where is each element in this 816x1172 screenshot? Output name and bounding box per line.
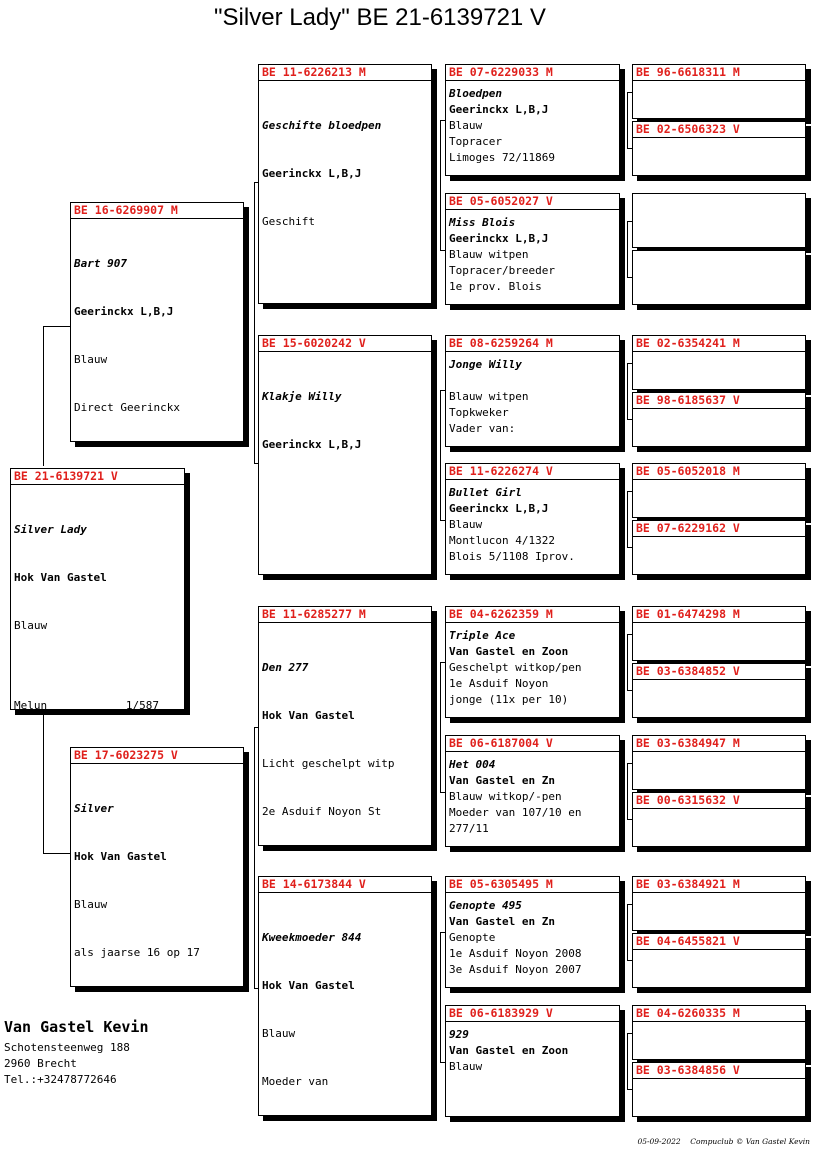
ring-number: [633, 194, 805, 209]
pigeon-name: Den 277: [262, 661, 309, 674]
pigeon-name: Het 004: [449, 758, 496, 771]
pigeon-card-gen3: [258, 64, 432, 304]
pigeon-name: [636, 572, 802, 575]
pigeon-card-gen3: [258, 876, 432, 1116]
connector-line: [627, 1033, 632, 1034]
connector-line: [440, 390, 445, 391]
connector-line: [627, 363, 632, 364]
pigeon-name: Silver: [74, 802, 114, 815]
connector-line: [627, 763, 632, 764]
pigeon-card-gen5: [632, 735, 806, 790]
pigeon-card-gen5: [632, 663, 806, 718]
breeder-street: Schotensteenweg 188: [4, 1041, 130, 1054]
pigeon-info: Blauw: [449, 1060, 483, 1073]
pigeon-owner: [449, 373, 616, 389]
connector-line: [627, 491, 632, 492]
pigeon-name: [636, 787, 802, 790]
pigeon-owner: Geerinckx L,B,J: [74, 305, 174, 318]
ring-number: BE 06-6183929 V: [446, 1006, 619, 1022]
ring-number: BE 08-6259264 M: [446, 336, 619, 352]
pigeon-info: Topracer/breeder: [449, 264, 555, 277]
connector-line: [440, 932, 441, 1062]
connector-line: [440, 390, 441, 520]
pigeon-info: Direct Geerinckx: [74, 401, 180, 414]
breeder-name: Van Gastel Kevin: [4, 1018, 149, 1036]
pigeon-card-gen5: [632, 335, 806, 390]
pigeon-info: Geschelpt witkop/pen: [449, 661, 582, 674]
pigeon-name: [636, 928, 802, 931]
pigeon-info: Moeder van: [262, 1075, 329, 1088]
pigeon-name: Bullet Girl: [449, 486, 522, 499]
ring-number: BE 07-6229033 M: [446, 65, 619, 81]
pigeon-card-gen5: [632, 933, 806, 988]
pigeon-info: 1e Asduif Noyon 2008: [449, 947, 582, 960]
pigeon-name: [636, 715, 802, 718]
results-list: [14, 666, 181, 710]
pigeon-name: [636, 844, 802, 847]
pigeon-info: Limoges 72/11869: [449, 151, 555, 164]
pigeon-card-gen4: [445, 735, 620, 847]
breeder-info: [4, 1018, 149, 1088]
pigeon-card-gen4: [445, 876, 620, 988]
pigeon-card-gen3: [258, 606, 432, 846]
pigeon-name: [636, 985, 802, 988]
connector-line: [43, 326, 71, 327]
connector-line: [627, 819, 632, 820]
connector-line: [440, 120, 441, 250]
pigeon-owner: Geerinckx L,B,J: [262, 438, 362, 451]
pigeon-card-gen4: [445, 64, 620, 176]
connector-line: [440, 792, 445, 793]
connector-line: [254, 182, 255, 464]
footer-credit: [637, 1137, 810, 1146]
connector-line: [627, 634, 628, 690]
pigeon-card-gen5: [632, 792, 806, 847]
pigeon-name: [636, 244, 802, 248]
pigeon-card-sire: [70, 202, 244, 442]
ring-number: BE 05-6052027 V: [446, 194, 619, 210]
pigeon-info: Vader van:: [449, 422, 516, 435]
ring-number: BE 03-6384921 M: [633, 877, 805, 893]
ring-number: BE 05-6052018 M: [633, 464, 805, 480]
pigeon-name: Bart 907: [74, 257, 127, 270]
pigeon-card-gen5: [632, 1062, 806, 1117]
pigeon-owner: Van Gastel en Zoon: [449, 645, 569, 658]
ring-number: BE 21-6139721 V: [11, 469, 184, 485]
pigeon-name: [636, 116, 802, 119]
ring-number: BE 11-6226274 V: [446, 464, 619, 480]
ring-number: BE 00-6315632 V: [633, 793, 805, 809]
pigeon-card-gen5: [632, 1005, 806, 1060]
connector-line: [43, 326, 44, 466]
pigeon-color: Blauw: [14, 619, 48, 632]
ring-number: BE 16-6269907 M: [71, 203, 243, 219]
pigeon-info: als jaarse 16 op 17: [74, 946, 200, 959]
pigeon-name: Geschifte bloedpen: [262, 119, 382, 132]
pigeon-card-gen5: [632, 520, 806, 575]
breeder-city: 2960 Brecht: [4, 1057, 77, 1070]
connector-line: [627, 763, 628, 819]
ring-number: BE 02-6506323 V: [633, 122, 805, 138]
connector-line: [627, 634, 632, 635]
pigeon-info: Blois 5/1108 Iprov.: [449, 550, 575, 563]
ring-number: BE 96-6618311 M: [633, 65, 805, 81]
ring-number: BE 03-6384856 V: [633, 1063, 805, 1079]
connector-line: [627, 904, 628, 960]
pigeon-card-gen4: [445, 335, 620, 447]
pigeon-info: Blauw: [74, 353, 108, 366]
pigeon-info: 1e Asduif Noyon: [449, 677, 549, 690]
connector-line: [627, 1089, 632, 1090]
ring-number: BE 04-6455821 V: [633, 934, 805, 950]
ring-number: BE 17-6023275 V: [71, 748, 243, 764]
credit-text: Compuclub © Van Gastel Kevin: [690, 1137, 810, 1146]
pigeon-name: [636, 515, 802, 518]
connector-line: [627, 690, 632, 691]
pigeon-card-gen5: [632, 121, 806, 176]
ring-number: BE 04-6260335 M: [633, 1006, 805, 1022]
pigeon-owner: Hok Van Gastel: [74, 850, 167, 863]
pigeon-info: Montlucon 4/1322: [449, 534, 555, 547]
pigeon-info: Blauw: [449, 518, 483, 531]
pigeon-card-gen5: [632, 250, 806, 305]
pigeon-info: Blauw: [74, 898, 108, 911]
pigeon-card-gen5: [632, 606, 806, 661]
ring-number: BE 03-6384852 V: [633, 664, 805, 680]
pigeon-name: Jonge Willy: [449, 358, 522, 371]
pigeon-name: Triple Ace: [449, 629, 516, 642]
pigeon-card-gen4: [445, 463, 620, 575]
connector-line: [627, 904, 632, 905]
connector-line: [440, 932, 445, 933]
pigeon-name: [636, 301, 802, 305]
ring-number: BE 01-6474298 M: [633, 607, 805, 623]
ring-number: BE 05-6305495 M: [446, 877, 619, 893]
result-row: Melun 1/587: [14, 699, 159, 710]
connector-line: [627, 1033, 628, 1089]
ring-number: BE 11-6226213 M: [259, 65, 431, 81]
pigeon-owner: Geerinckx L,B,J: [262, 167, 362, 180]
pigeon-card-gen5: [632, 64, 806, 119]
pigeon-name: [636, 1114, 802, 1117]
ring-number: BE 06-6187004 V: [446, 736, 619, 752]
pigeon-info: Blauw witkop/-pen: [449, 790, 562, 803]
connector-line: [627, 547, 632, 548]
pigeon-name: Klakje Willy: [262, 390, 342, 403]
pigeon-name: Genopte 495: [449, 899, 522, 912]
pigeon-card-gen5: [632, 876, 806, 931]
pigeon-name: [636, 173, 802, 176]
pigeon-info: Topracer: [449, 135, 502, 148]
connector-line: [627, 277, 632, 278]
pigeon-owner: Hok Van Gastel: [262, 709, 355, 722]
ring-number: [633, 251, 805, 266]
pigeon-name: [636, 1057, 802, 1060]
ring-number: BE 02-6354241 M: [633, 336, 805, 352]
pigeon-info: Blauw witpen: [449, 248, 529, 261]
ring-number: BE 03-6384947 M: [633, 736, 805, 752]
pigeon-owner: Hok Van Gastel: [262, 979, 355, 992]
connector-line: [440, 1062, 445, 1063]
pigeon-card-subject: [10, 468, 185, 710]
pigeon-name: Bloedpen: [449, 87, 502, 100]
pigeon-info: 2e Asduif Noyon St: [262, 805, 382, 818]
ring-number: BE 98-6185637 V: [633, 393, 805, 409]
pigeon-info: Topkweker: [449, 406, 509, 419]
pigeon-owner: Geerinckx L,B,J: [449, 232, 549, 245]
pigeon-info: Licht geschelpt witp: [262, 757, 395, 770]
pigeon-name: [636, 658, 802, 661]
print-date: 05-09-2022: [637, 1137, 681, 1146]
connector-line: [440, 520, 445, 521]
connector-line: [627, 148, 632, 149]
pigeon-info: Blauw: [262, 1027, 296, 1040]
pigeon-card-gen4: [445, 1005, 620, 1117]
pigeon-info: Moeder van 107/10 en: [449, 806, 582, 819]
pigeon-card-gen5: [632, 463, 806, 518]
pigeon-card-gen5: [632, 193, 806, 248]
connector-line: [440, 120, 445, 121]
pigeon-owner: Geerinckx L,B,J: [449, 103, 549, 116]
pigeon-owner: Van Gastel en Zoon: [449, 1044, 569, 1057]
pigeon-info: 3e Asduif Noyon 2007: [449, 963, 582, 976]
connector-line: [627, 363, 628, 419]
pigeon-info: Genopte: [449, 931, 496, 944]
connector-line: [627, 92, 628, 148]
ring-number: BE 15-6020242 V: [259, 336, 431, 352]
pigeon-owner: Hok Van Gastel: [14, 571, 107, 584]
connector-line: [627, 960, 632, 961]
pigeon-card-dam: [70, 747, 244, 987]
connector-line: [440, 662, 441, 792]
ring-number: BE 14-6173844 V: [259, 877, 431, 893]
connector-line: [627, 221, 628, 277]
connector-line: [440, 250, 445, 251]
ring-number: BE 11-6285277 M: [259, 607, 431, 623]
pigeon-owner: Van Gastel en Zn: [449, 915, 555, 928]
pigeon-info: jonge (11x per 10): [449, 693, 569, 706]
pigeon-name: [636, 387, 802, 390]
pigeon-info: Blauw witpen: [449, 390, 529, 403]
ring-number: BE 07-6229162 V: [633, 521, 805, 537]
pigeon-name: [636, 444, 802, 447]
connector-line: [43, 853, 71, 854]
connector-line: [627, 92, 632, 93]
pigeon-name: Miss Blois: [449, 216, 516, 229]
pigeon-owner: Van Gastel en Zn: [449, 774, 555, 787]
ring-number: BE 04-6262359 M: [446, 607, 619, 623]
pigeon-name: Silver Lady: [14, 523, 87, 536]
breeder-phone: Tel.:+32478772646: [4, 1073, 117, 1086]
pigeon-owner: Geerinckx L,B,J: [449, 502, 549, 515]
pigeon-card-gen4: [445, 606, 620, 718]
connector-line: [440, 662, 445, 663]
pigeon-info: Blauw: [449, 119, 483, 132]
connector-line: [43, 714, 44, 854]
pigeon-card-gen3: [258, 335, 432, 575]
connector-line: [627, 419, 632, 420]
connector-line: [627, 491, 628, 547]
connector-line: [627, 221, 632, 222]
pigeon-card-gen5: [632, 392, 806, 447]
pigeon-name: 929: [449, 1028, 469, 1041]
pigeon-name: Kweekmoeder 844: [262, 931, 362, 944]
page-title: "Silver Lady" BE 21-6139721 V: [214, 4, 546, 31]
pigeon-card-gen4: [445, 193, 620, 305]
pigeon-info: Geschift: [262, 215, 315, 228]
pigeon-info: 277/11: [449, 822, 489, 835]
pigeon-info: 1e prov. Blois: [449, 280, 542, 293]
connector-line: [254, 727, 255, 989]
